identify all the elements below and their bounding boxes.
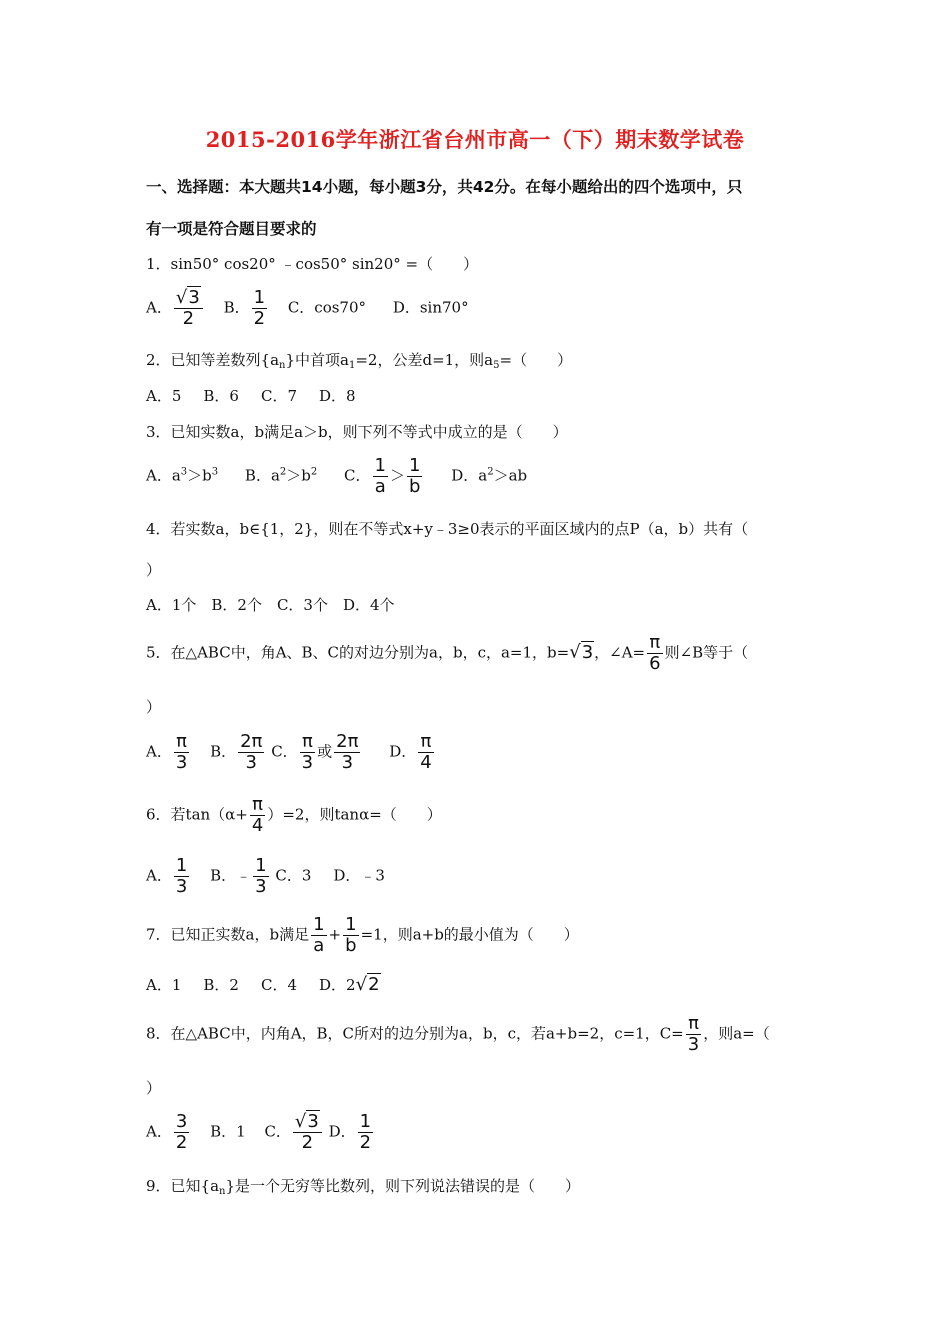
question-3-options: A．$a^3>b^3$ B．$a^2>b^2$ C． $\frac{1}{a}$ ＞ $\frac{1}{b}$ D．$a^2>ab$ — [146, 455, 528, 497]
fraction: $\frac{√3}{2}$ — [174, 288, 203, 329]
question-4-stem-cont: ） — [146, 561, 162, 579]
fraction: $\frac{1}{a}$ — [313, 914, 325, 956]
question-4-options: A．1个 B．2个 C．3个 D．4个 — [146, 596, 395, 614]
question-2-options: A．5 B．6 C．7 D．8 — [146, 387, 356, 405]
question-6-options: A． $\frac{1}{3}$ B．﹣ $\frac{1}{3}$ C．3 D．﹣3 — [146, 855, 385, 897]
fraction: $\frac{1}{3}$ — [255, 855, 267, 897]
fraction: $\frac{\pi}{3}$ — [687, 1013, 700, 1055]
section-heading-line2: 有一项是符合题目要求的 — [146, 220, 317, 238]
fraction: $\frac{1}{2}$ — [359, 1111, 372, 1153]
fraction: $\frac{1}{2}$ — [253, 287, 266, 329]
question-5-stem-cont: ） — [146, 698, 162, 716]
sqrt: √2 — [355, 974, 380, 995]
fraction: $\frac{1}{a}$ — [374, 455, 386, 497]
fraction: $\frac{2\pi}{3}$ — [240, 731, 263, 773]
fraction: $\frac{1}{b}$ — [408, 455, 421, 497]
question-5-options: A． $\frac{\pi}{3}$ B． $\frac{2\pi}{3}$ C． $\frac{\pi}{3}$ 或 $\frac{2\pi}{3}$ D． $\frac{\pi}{4}$ — [146, 731, 432, 773]
fraction: $\frac{\pi}{4}$ — [251, 794, 264, 836]
question-8-stem: 8．在△ABC中，内角A，B，C所对的边分别为a，b，c，若a+b=2，c=1，C= $\frac{\pi}{3}$ ，则a=（ — [146, 1013, 770, 1055]
fraction: $\frac{\pi}{6}$ — [649, 632, 661, 674]
fraction: $\frac{3}{2}$ — [175, 1111, 188, 1153]
question-8-stem-cont: ） — [146, 1079, 162, 1097]
sqrt: √3 — [569, 641, 594, 663]
question-5-stem: 5．在△ABC中，角A、B、C的对边分别为a，b，c，a=1，b=√3，∠A= $\frac{\pi}{6}$ 则∠B等于（ — [146, 632, 749, 674]
exam-title: 2015-2016学年浙江省台州市高一（下）期末数学试卷 — [205, 127, 745, 152]
question-2-stem: 2．已知等差数列$\{a_n\}$中首项$a_1=2$，公差d=1，则$a_5=$（ ） — [146, 351, 573, 371]
question-7-stem: 7．已知正实数a，b满足 $\frac{1}{a}$ + $\frac{1}{b}$ =1，则a+b的最小值为（ ） — [146, 914, 579, 956]
fraction: $\frac{\pi}{3}$ — [175, 731, 188, 773]
fraction: $\frac{\pi}{4}$ — [420, 731, 432, 773]
question-6-stem: 6．若tan（α+ $\frac{\pi}{4}$ ）=2，则tanα=（ ） — [146, 794, 442, 836]
question-4-stem: 4．若实数a，b∈{1，2}，则在不等式x+y﹣3≥0表示的平面区域内的点P（a，b）共有（ — [146, 520, 749, 538]
question-1-options: A． $\frac{√3}{2}$ B． $\frac{1}{2}$ C．cos70° D．sin70° — [146, 287, 469, 329]
question-3-stem: 3．已知实数a，b满足a＞b，则下列不等式中成立的是（ ） — [146, 423, 568, 441]
question-7-options: A．1 B．2 C．4 D．2√2 — [146, 974, 380, 995]
question-8-options: A． $\frac{3}{2}$ B．1 C． $\frac{√3}{2}$ D． $\frac{1}{2}$ — [146, 1111, 372, 1153]
fraction: $\frac{1}{3}$ — [175, 855, 188, 897]
fraction: $\frac{1}{b}$ — [345, 914, 357, 956]
section-heading-line1: 一、选择题：本大题共14小题，每小题3分，共42分。在每小题给出的四个选项中，只 — [146, 178, 743, 196]
fraction: $\frac{2\pi}{3}$ — [336, 731, 359, 773]
fraction: $\frac{√3}{2}$ — [293, 1112, 322, 1153]
fraction: $\frac{\pi}{3}$ — [301, 731, 314, 773]
question-9-stem: 9．已知$\{a_n\}$是一个无穷等比数列，则下列说法错误的是（ ） — [146, 1177, 581, 1197]
question-1-stem: 1．sin50° cos20° ﹣cos50° sin20° =（ ） — [146, 255, 479, 273]
